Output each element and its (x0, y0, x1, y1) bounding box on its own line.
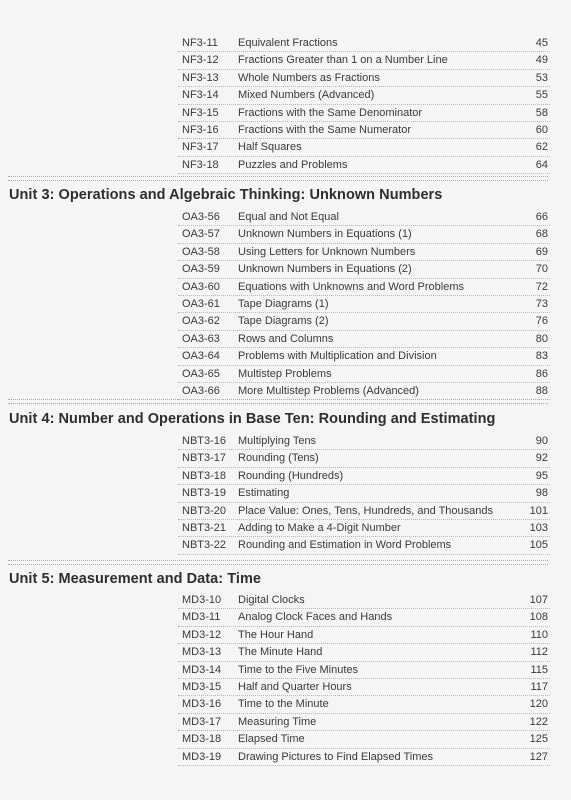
lesson-page: 64 (535, 158, 548, 171)
lesson-code: MD3-16 (182, 698, 222, 711)
lesson-title: Equations with Unknowns and Word Problems (238, 280, 465, 293)
lesson-page: 45 (535, 37, 548, 49)
lesson-title: Unknown Numbers in Equations (1) (238, 228, 412, 241)
lesson-page: 117 (530, 680, 548, 693)
lesson-page: 58 (535, 106, 548, 119)
lesson-title: Multistep Problems (238, 367, 332, 380)
lesson-row (178, 366, 550, 383)
lesson-code: OA3-62 (182, 315, 220, 328)
lesson-row (178, 279, 550, 296)
lesson-page: 125 (529, 733, 548, 746)
lesson-row (178, 714, 550, 731)
lesson-code: OA3-58 (182, 245, 220, 258)
lesson-page: 83 (535, 350, 548, 363)
lesson-title: Equivalent Fractions (238, 37, 338, 49)
lesson-title: More Multistep Problems (Advanced) (238, 384, 419, 397)
lesson-code: OA3-66 (182, 384, 220, 397)
lesson-page: 112 (530, 646, 548, 659)
lesson-page: 103 (529, 521, 548, 534)
lesson-title: Equal and Not Equal (238, 211, 339, 223)
lesson-row (178, 139, 550, 156)
lesson-code: MD3-17 (182, 715, 222, 728)
lesson-row (178, 592, 550, 609)
lesson-row (178, 383, 550, 400)
lesson-title: Puzzles and Problems (238, 158, 348, 171)
lesson-row (178, 105, 550, 122)
unit-divider (8, 399, 548, 404)
lesson-page: 72 (535, 280, 548, 293)
lesson-code: MD3-12 (182, 628, 222, 641)
lesson-code: NBT3-18 (182, 469, 227, 482)
lesson-row (178, 244, 550, 261)
lesson-row (178, 226, 550, 243)
lesson-title: Multiplying Tens (238, 435, 317, 447)
lesson-code: OA3-63 (182, 332, 220, 345)
lesson-page: 101 (529, 504, 548, 517)
lesson-code: NF3-17 (182, 141, 219, 154)
lesson-title: Time to the Minute (238, 698, 329, 711)
lesson-code: NF3-15 (182, 106, 219, 119)
unit-heading: Unit 4: Number and Operations in Base Ten: Rounding and Estimating (9, 411, 496, 427)
lesson-title: Measuring Time (238, 715, 317, 728)
lesson-title: Mixed Numbers (Advanced) (238, 89, 375, 102)
lesson-page: 86 (535, 367, 548, 380)
lesson-row (178, 627, 550, 644)
lesson-title: Rounding (Tens) (238, 452, 319, 465)
lesson-page: 69 (535, 245, 548, 258)
unit-divider (8, 176, 548, 181)
lesson-title: Elapsed Time (238, 733, 305, 746)
unit-heading: Unit 5: Measurement and Data: Time (9, 571, 262, 587)
lesson-code: OA3-60 (182, 280, 220, 293)
lesson-title: Rounding and Estimation in Word Problems (238, 539, 452, 552)
lesson-page: 92 (535, 452, 548, 465)
lesson-row (178, 537, 550, 554)
lesson-title: Half Squares (238, 141, 302, 154)
section-1-lessons (178, 209, 550, 400)
lesson-code: NBT3-17 (182, 452, 227, 465)
lesson-title: Rounding (Hundreds) (238, 469, 344, 482)
lesson-title: Rows and Columns (238, 332, 334, 345)
lesson-code: OA3-64 (182, 350, 220, 363)
lesson-row (178, 450, 550, 467)
lesson-title: Estimating (238, 487, 290, 500)
unit-divider (8, 560, 548, 565)
lesson-row (178, 644, 550, 661)
lesson-code: MD3-13 (182, 646, 222, 659)
lesson-page: 60 (535, 123, 548, 136)
lesson-title: Fractions with the Same Numerator (238, 123, 412, 136)
lesson-title: Drawing Pictures to Find Elapsed Times (238, 750, 434, 763)
lesson-row (178, 696, 550, 713)
section-2-lessons (178, 433, 550, 555)
lesson-row (178, 503, 550, 520)
lesson-page: 73 (535, 297, 548, 310)
lesson-code: OA3-56 (182, 211, 220, 223)
lesson-page: 49 (535, 54, 548, 67)
lesson-title: Time to the Five Minutes (238, 663, 359, 676)
lesson-title: Half and Quarter Hours (238, 680, 352, 693)
lesson-page: 80 (535, 332, 548, 345)
lesson-row (178, 485, 550, 502)
lesson-title: The Hour Hand (238, 628, 314, 641)
lesson-code: MD3-18 (182, 733, 222, 746)
lesson-page: 62 (535, 141, 548, 154)
lesson-code: OA3-65 (182, 367, 220, 380)
lesson-title: Unknown Numbers in Equations (2) (238, 263, 412, 276)
lesson-code: OA3-57 (182, 228, 220, 241)
lesson-code: NF3-13 (182, 71, 219, 84)
lesson-page: 66 (535, 211, 548, 223)
lesson-title: Fractions Greater than 1 on a Number Line (238, 54, 448, 67)
lesson-title: Using Letters for Unknown Numbers (238, 245, 416, 258)
lesson-page: 55 (535, 89, 548, 102)
lesson-row (178, 157, 550, 174)
lesson-row (178, 35, 550, 52)
lesson-page: 110 (530, 628, 548, 641)
lesson-row (178, 296, 550, 313)
lesson-page: 76 (535, 315, 548, 328)
lesson-page: 108 (529, 611, 548, 624)
unit-heading: Unit 3: Operations and Algebraic Thinking: Unknown Numbers (9, 187, 443, 203)
lesson-page: 70 (535, 263, 548, 276)
lesson-row (178, 731, 550, 748)
lesson-code: NF3-16 (182, 123, 219, 136)
lesson-code: MD3-14 (182, 663, 222, 676)
lesson-page: 68 (535, 228, 548, 241)
lesson-row (178, 331, 550, 348)
lesson-title: Whole Numbers as Fractions (238, 71, 380, 84)
lesson-code: NF3-14 (182, 89, 219, 102)
lesson-row (178, 468, 550, 485)
lesson-page: 95 (535, 469, 548, 482)
lesson-code: NF3-12 (182, 54, 219, 67)
lesson-code: NBT3-22 (182, 539, 227, 552)
lesson-row (178, 261, 550, 278)
lesson-page: 115 (530, 663, 548, 676)
lesson-title: Adding to Make a 4-Digit Number (238, 521, 401, 534)
section-0-lessons (178, 35, 550, 174)
lesson-title: Problems with Multiplication and Division (238, 350, 437, 363)
lesson-page: 53 (535, 71, 548, 84)
lesson-row (178, 87, 550, 104)
lesson-code: MD3-11 (182, 611, 221, 624)
lesson-page: 127 (529, 750, 548, 763)
lesson-row (178, 209, 550, 226)
lesson-title: Tape Diagrams (2) (238, 315, 329, 328)
lesson-row (178, 749, 550, 766)
lesson-page: 88 (535, 384, 548, 397)
lesson-code: OA3-61 (182, 297, 220, 310)
lesson-code: NBT3-21 (182, 521, 227, 534)
lesson-page: 90 (535, 435, 548, 447)
lesson-code: OA3-59 (182, 263, 220, 276)
lesson-row (178, 662, 550, 679)
lesson-title: Fractions with the Same Denominator (238, 106, 423, 119)
lesson-title: Tape Diagrams (1) (238, 297, 329, 310)
lesson-row (178, 609, 550, 626)
lesson-page: 122 (529, 715, 548, 728)
lesson-row (178, 70, 550, 87)
lesson-code: MD3-19 (182, 750, 222, 763)
lesson-code: MD3-10 (182, 594, 222, 606)
section-3-lessons (178, 592, 550, 766)
lesson-title: Place Value: Ones, Tens, Hundreds, and Thousands (238, 504, 493, 517)
lesson-row (178, 313, 550, 330)
lesson-row (178, 122, 550, 139)
lesson-page: 98 (535, 487, 548, 500)
lesson-row (178, 52, 550, 69)
lesson-page: 105 (529, 539, 548, 552)
lesson-code: NBT3-20 (182, 504, 227, 517)
lesson-code: NBT3-19 (182, 487, 227, 500)
lesson-row (178, 348, 550, 365)
lesson-title: Digital Clocks (238, 594, 305, 606)
lesson-code: MD3-15 (182, 680, 222, 693)
lesson-code: NF3-18 (182, 158, 219, 171)
lesson-row (178, 520, 550, 537)
lesson-row (178, 433, 550, 450)
lesson-page: 107 (529, 594, 548, 606)
lesson-code: NBT3-16 (182, 435, 227, 447)
lesson-title: The Minute Hand (238, 646, 323, 659)
lesson-page: 120 (529, 698, 548, 711)
lesson-code: NF3-11 (182, 37, 218, 49)
lesson-title: Analog Clock Faces and Hands (238, 611, 393, 624)
lesson-row (178, 679, 550, 696)
